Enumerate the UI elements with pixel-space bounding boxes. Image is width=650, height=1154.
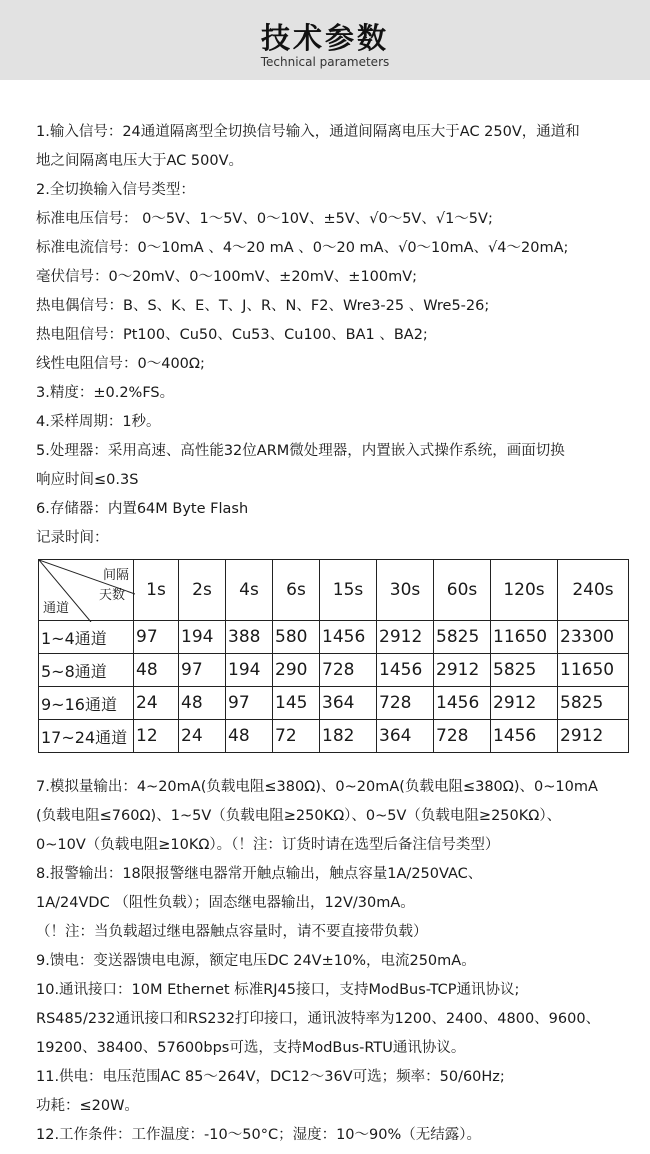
table-cell: 97 bbox=[179, 654, 226, 687]
spec-line: 10.通讯接口：10M Ethernet 标准RJ45接口，支持ModBus-TCP通讯协议; bbox=[36, 982, 520, 998]
table-cell: 194 bbox=[226, 654, 273, 687]
spec-line: 热电阻信号：Pt100、Cu50、Cu53、Cu100、BA1 、BA2; bbox=[36, 327, 428, 343]
table-cell: 728 bbox=[377, 687, 434, 720]
table-cell: 5825 bbox=[558, 687, 629, 720]
table-header-interval: 15s bbox=[320, 560, 377, 621]
table-cell: 2912 bbox=[434, 654, 491, 687]
table-cell: 2912 bbox=[377, 621, 434, 654]
page-header bbox=[0, 0, 650, 80]
spec-section-b bbox=[36, 773, 636, 1150]
corner-label-channel: 通道 bbox=[43, 601, 70, 616]
table-cell: 364 bbox=[377, 720, 434, 753]
spec-line: 响应时间≤0.3S bbox=[36, 472, 139, 488]
table-cell: 24 bbox=[134, 687, 179, 720]
table-header-interval: 240s bbox=[558, 560, 629, 621]
corner-label-days: 天数 bbox=[98, 588, 125, 603]
table-cell: 2912 bbox=[491, 687, 558, 720]
spec-line: 热电偶信号：B、S、K、E、T、J、R、N、F2、Wre3-25 、Wre5-26; bbox=[36, 298, 490, 314]
spec-line: 1.输入信号：24通道隔离型全切换信号输入，通道间隔离电压大于AC 250V，通道和 bbox=[36, 124, 580, 140]
recording-time-table bbox=[38, 559, 629, 753]
table-cell: 1456 bbox=[491, 720, 558, 753]
table-row-label: 9~16通道 bbox=[39, 687, 134, 720]
table-row-label: 1~4通道 bbox=[39, 621, 134, 654]
table-header-interval: 60s bbox=[434, 560, 491, 621]
table-header-interval: 30s bbox=[377, 560, 434, 621]
table-cell: 1456 bbox=[377, 654, 434, 687]
table-header-interval: 1s bbox=[134, 560, 179, 621]
spec-line: 1A/24VDC （阻性负载）；固态继电器输出，12V/30mA。 bbox=[36, 895, 415, 911]
table-cell: 388 bbox=[226, 621, 273, 654]
table-cell: 97 bbox=[226, 687, 273, 720]
table-header-interval: 120s bbox=[491, 560, 558, 621]
spec-line: 5.处理器：采用高速、高性能32位ARM微处理器，内置嵌入式操作系统，画面切换 bbox=[36, 443, 565, 459]
table-cell: 11650 bbox=[491, 621, 558, 654]
table-row bbox=[39, 687, 629, 720]
spec-line: 功耗：≤20W。 bbox=[36, 1098, 139, 1114]
table-cell: 290 bbox=[273, 654, 320, 687]
corner-label-interval: 间隔 bbox=[102, 568, 129, 583]
table-cell: 1456 bbox=[320, 621, 377, 654]
table-cell: 48 bbox=[226, 720, 273, 753]
table-cell: 24 bbox=[179, 720, 226, 753]
spec-line: 9.馈电：变送器馈电电源，额定电压DC 24V±10%，电流250mA。 bbox=[36, 953, 476, 969]
table-cell: 2912 bbox=[558, 720, 629, 753]
spec-line: 7.模拟量输出：4~20mA(负载电阻≤380Ω)、0~20mA(负载电阻≤380Ω)、0~10mA bbox=[36, 779, 598, 795]
table-cell: 72 bbox=[273, 720, 320, 753]
page-subtitle: Technical parameters bbox=[260, 55, 390, 69]
spec-line: 4.采样周期：1秒。 bbox=[36, 414, 161, 430]
table-cell: 48 bbox=[179, 687, 226, 720]
table-header-interval: 4s bbox=[226, 560, 273, 621]
spec-line: 19200、38400、57600bps可选，支持ModBus-RTU通讯协议。 bbox=[36, 1040, 466, 1056]
table-row-label: 5~8通道 bbox=[39, 654, 134, 687]
table-cell: 145 bbox=[273, 687, 320, 720]
spec-line: 标准电流信号：0～10mA 、4～20 mA 、0～20 mA、√0～10mA、√4～20mA; bbox=[36, 240, 569, 256]
spec-line: 8.报警输出：18限报警继电器常开触点输出，触点容量1A/250VAC、 bbox=[36, 866, 483, 882]
spec-line: 地之间隔离电压大于AC 500V。 bbox=[36, 153, 243, 169]
table-cell: 12 bbox=[134, 720, 179, 753]
table-cell: 728 bbox=[320, 654, 377, 687]
spec-line: (负载电阻≤760Ω)、1~5V（负载电阻≥250KΩ）、0~5V（负载电阻≥250KΩ）、 bbox=[36, 808, 562, 824]
table-header-interval: 2s bbox=[179, 560, 226, 621]
table-cell: 5825 bbox=[491, 654, 558, 687]
spec-line: 记录时间： bbox=[36, 530, 109, 546]
table-header-interval: 6s bbox=[273, 560, 320, 621]
spec-line: 2.全切换输入信号类型： bbox=[36, 182, 195, 198]
spec-content bbox=[36, 118, 636, 1150]
table-row bbox=[39, 654, 629, 687]
spec-line: 毫伏信号：0～20mV、0～100mV、±20mV、±100mV; bbox=[36, 269, 418, 285]
table-cell: 194 bbox=[179, 621, 226, 654]
spec-line: 标准电压信号： 0～5V、1～5V、0～10V、±5V、√0～5V、√1～5V; bbox=[36, 211, 493, 227]
spec-section-a bbox=[36, 118, 636, 553]
table-corner-cell bbox=[39, 560, 134, 621]
page-title: 技术参数 bbox=[260, 21, 389, 55]
table-row-label: 17~24通道 bbox=[39, 720, 134, 753]
table-cell: 97 bbox=[134, 621, 179, 654]
table-cell: 23300 bbox=[558, 621, 629, 654]
table-cell: 364 bbox=[320, 687, 377, 720]
spec-line: 线性电阻信号：0～400Ω; bbox=[36, 356, 205, 372]
spec-line: 3.精度：±0.2%FS。 bbox=[36, 385, 175, 401]
section-gap bbox=[36, 753, 636, 773]
table-row bbox=[39, 720, 629, 753]
table-cell: 11650 bbox=[558, 654, 629, 687]
table-cell: 728 bbox=[434, 720, 491, 753]
table-cell: 5825 bbox=[434, 621, 491, 654]
table-cell: 48 bbox=[134, 654, 179, 687]
spec-line: （！注：当负载超过继电器触点容量时，请不要直接带负载） bbox=[36, 924, 428, 940]
table-row bbox=[39, 621, 629, 654]
table-cell: 182 bbox=[320, 720, 377, 753]
spec-line: RS485/232通讯接口和RS232打印接口，通讯波特率为1200、2400、4800、9600、 bbox=[36, 1011, 601, 1027]
spec-line: 6.存储器：内置64M Byte Flash bbox=[36, 501, 249, 517]
table-cell: 580 bbox=[273, 621, 320, 654]
spec-line: 12.工作条件：工作温度：-10～50°C；湿度：10～90%（无结露）。 bbox=[36, 1127, 481, 1143]
table-cell: 1456 bbox=[434, 687, 491, 720]
spec-line: 11.供电：电压范围AC 85～264V，DC12～36V可选；频率：50/60Hz; bbox=[36, 1069, 505, 1085]
table-header-row bbox=[39, 560, 629, 621]
spec-line: 0~10V（负载电阻≥10KΩ）。（！注：订货时请在选型后备注信号类型） bbox=[36, 837, 500, 853]
